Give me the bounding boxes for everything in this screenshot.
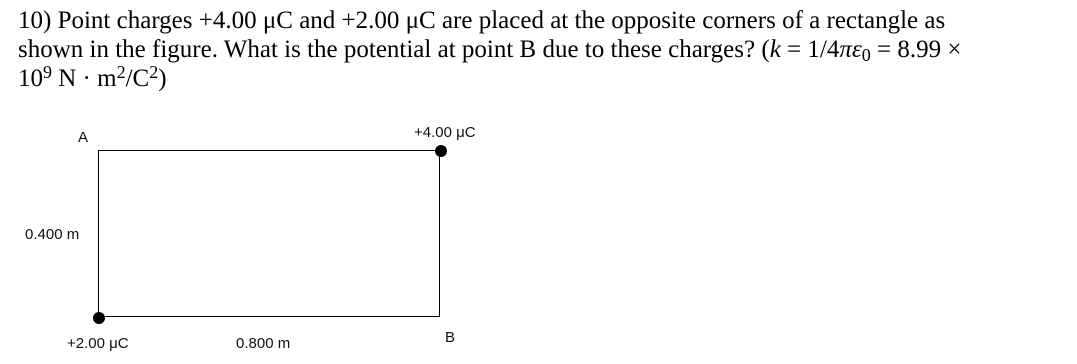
question-line-1: 10) Point charges +4.00 μC and +2.00 μC are placed at the opposite corners of a rectangle as: [18, 7, 946, 34]
constant-value: = 8.99 ×: [870, 36, 962, 63]
charge-bottom-left-dot: [93, 312, 105, 324]
epsilon-subscript: 0: [861, 45, 871, 65]
point-b-label: B: [445, 329, 456, 346]
charge-top-right-dot: [435, 145, 447, 157]
charge-bottom-left-label: +2.00 μC: [67, 335, 129, 352]
question-line-2-text: shown in the figure. What is the potential at point B due to these charges? (: [18, 36, 770, 63]
pi-epsilon: πε: [839, 36, 862, 63]
height-label: 0.400 m: [25, 226, 80, 243]
equals-quarter: = 1/4: [780, 36, 840, 63]
exponent-power: 9: [43, 62, 52, 82]
unit-c-square: 2: [149, 62, 159, 82]
rectangle: [98, 150, 440, 317]
closing-paren: ): [158, 65, 167, 92]
unit-m-square: 2: [116, 62, 126, 82]
constant-k: k: [769, 36, 781, 63]
unit-n-m: N · m: [52, 65, 117, 92]
width-label: 0.800 m: [236, 335, 291, 352]
exponent-base: 10: [18, 65, 43, 92]
unit-per-c: /C: [125, 65, 150, 92]
point-a-label: A: [78, 129, 89, 146]
charge-top-right-label: +4.00 μC: [414, 124, 476, 141]
